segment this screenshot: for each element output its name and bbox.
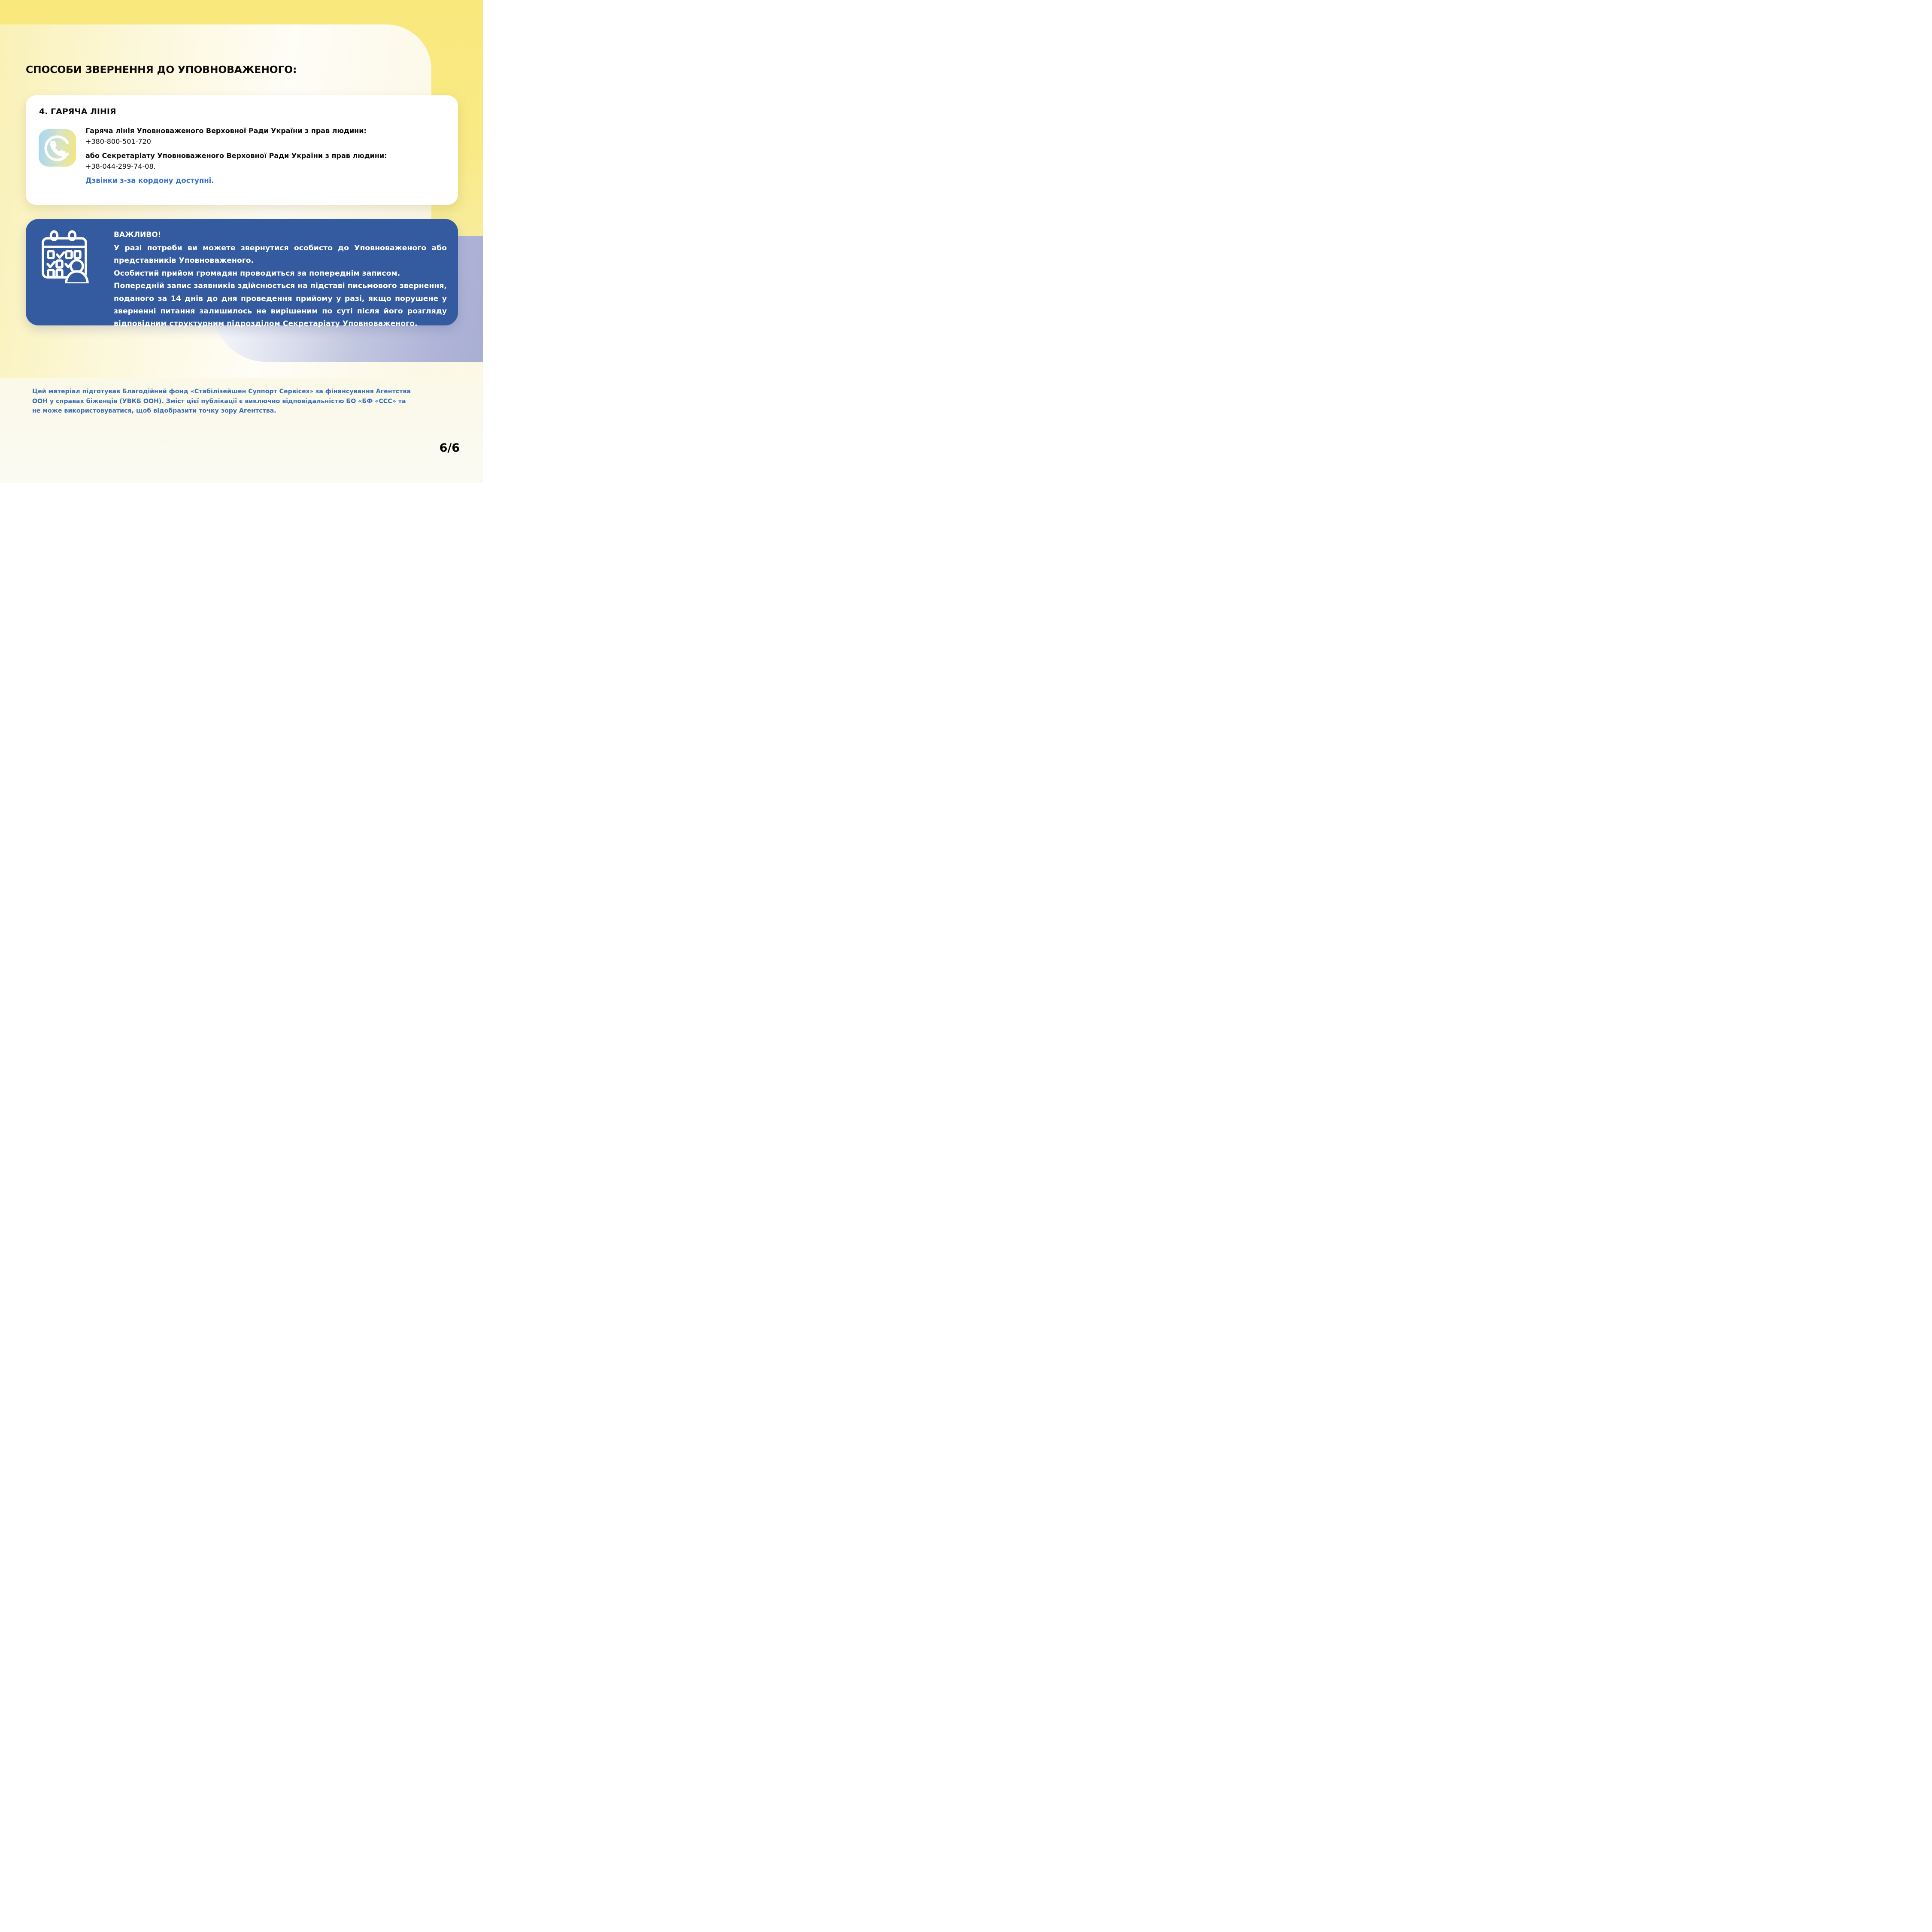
important-paragraph: Попередній запис заявників здійснюється на підставі письмового звернення, поданого за 14 днів до дня проведення прийому у разі, якщо порушене у зверненні питання залишилось не вирішеним по суті після його розгляду відповідним структурним підрозділом Секретаріату Уповноваженого.: [114, 282, 447, 328]
attribution-footer: [32, 387, 481, 416]
important-card: [26, 219, 458, 328]
important-paragraph: У разі потреби ви можете звернутися особисто до Уповноваженого або представників Уповноваженого.: [114, 244, 447, 265]
secretariat-label: або Секретаріату Уповноваженого Верховної Ради України з прав людини:: [85, 152, 387, 160]
page-title: СПОСОБИ ЗВЕРНЕННЯ ДО УПОВНОВАЖЕНОГО:: [26, 64, 297, 76]
hotline-text-block: [85, 127, 450, 185]
footer-line: не може використовуватися, щоб відобразити точку зору Агентства.: [32, 407, 276, 415]
footer-line: ООН у справах біженців (УВКБ ООН). Зміст цієї публікації є виключно відповідальністю БО «БФ «ССС» та: [32, 398, 406, 405]
phone-icon: [39, 129, 76, 167]
important-paragraph: Особистий прийом громадян проводиться за попереднім записом.: [114, 269, 400, 278]
hotline-card-heading: 4. ГАРЯЧА ЛІНІЯ: [39, 107, 116, 116]
hotline-number: +380-800-501-720: [85, 137, 151, 146]
footer-line: Цей матеріал підготував Благодійний фонд «Стабілізейшен Суппорт Сервісез» за фінансування Агентства: [32, 388, 411, 395]
secretariat-number: +38-044-299-74-08.: [85, 162, 156, 170]
hotline-card: [26, 95, 458, 205]
important-text-block: [114, 231, 447, 331]
important-heading: ВАЖЛИВО!: [114, 231, 161, 239]
hotline-label: Гаряча лінія Уповноваженого Верховної Ради України з прав людини:: [85, 127, 367, 135]
abroad-calls-note: Дзвінки з-за кордону доступні.: [85, 176, 214, 185]
page-number: 6/6: [439, 441, 460, 455]
calendar-checklist-icon: [39, 230, 91, 283]
flyer-page: [0, 0, 483, 483]
